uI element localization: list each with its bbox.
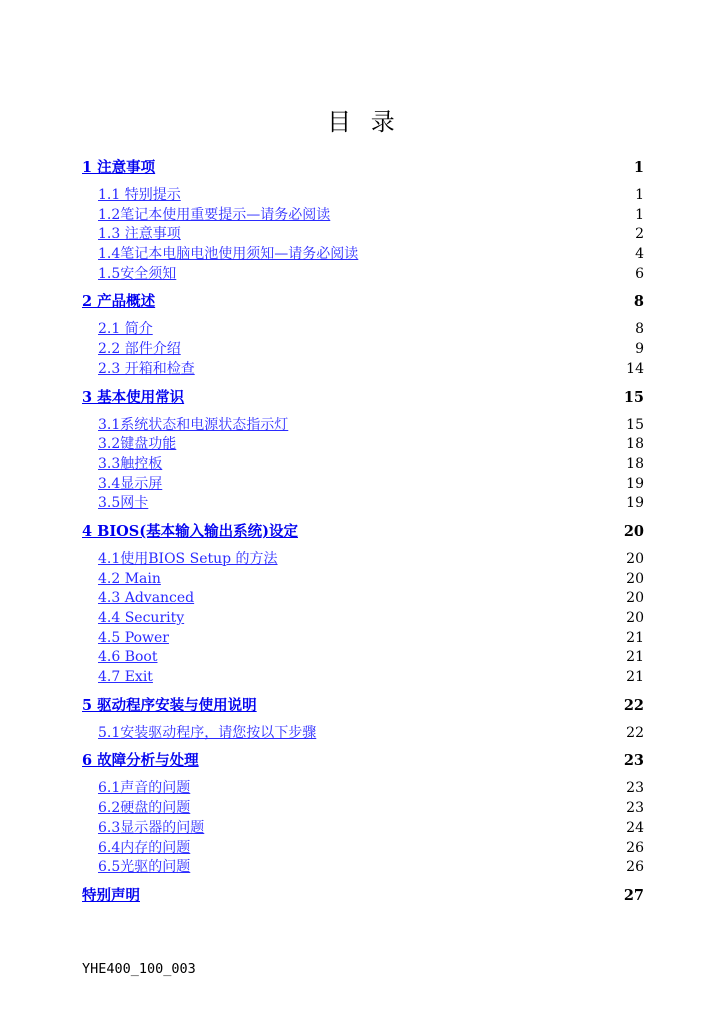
toc-page-number: 21: [626, 649, 644, 666]
toc-item-row: [82, 724, 644, 744]
toc-page-number: 15: [626, 416, 644, 433]
toc-item-link[interactable]: 4.6 Boot: [98, 649, 158, 666]
toc-page-number: 6: [635, 265, 644, 282]
toc-page-number: 18: [626, 436, 644, 453]
toc-item-row: [82, 648, 644, 668]
toc-page-number: 20: [623, 522, 644, 540]
toc-item-row: [82, 668, 644, 688]
toc-item-row: [82, 550, 644, 570]
toc-item-link[interactable]: 4.1使用BIOS Setup 的方法: [98, 550, 278, 567]
toc-item-row: [82, 455, 644, 475]
toc-item-link[interactable]: 2.1 简介: [98, 321, 153, 338]
toc-item-link[interactable]: 6.2硬盘的问题: [98, 800, 191, 817]
toc-page-number: 22: [623, 696, 644, 714]
toc-page-number: 1: [635, 206, 644, 223]
toc-item-link[interactable]: 5.1安装驱动程序，请您按以下步骤: [98, 724, 317, 741]
toc-section-row: [82, 156, 644, 180]
toc-item-link[interactable]: 3.3触控板: [98, 455, 163, 472]
table-of-contents: [82, 156, 644, 914]
toc-page-number: 21: [626, 669, 644, 686]
toc-item-row: [82, 416, 644, 436]
toc-section-link[interactable]: 2 产品概述: [82, 293, 156, 311]
toc-item-row: [82, 340, 644, 360]
toc-page-number: 22: [626, 724, 644, 741]
toc-section: [82, 386, 644, 520]
toc-item-row: [82, 609, 644, 629]
toc-item-row: [82, 206, 644, 226]
toc-section-row: [82, 386, 644, 410]
toc-item-link[interactable]: 1.3 注意事项: [98, 226, 181, 243]
page-title: 目 录: [327, 108, 401, 136]
toc-item-link[interactable]: 4.2 Main: [98, 570, 161, 587]
toc-item-link[interactable]: 6.4内存的问题: [98, 839, 191, 856]
toc-page-number: 27: [623, 886, 644, 904]
toc-section: [82, 520, 644, 694]
toc-item-row: [82, 589, 644, 609]
toc-page-number: 14: [626, 360, 644, 377]
toc-page-number: 8: [635, 321, 644, 338]
toc-page-number: 20: [626, 550, 644, 567]
toc-item-link[interactable]: 1.1 特别提示: [98, 187, 181, 203]
toc-page-number: 20: [626, 570, 644, 587]
toc-section-row: [82, 520, 644, 544]
toc-item-row: [82, 494, 644, 514]
toc-section: [82, 884, 644, 914]
toc-item-row: [82, 570, 644, 590]
toc-item-link[interactable]: 3.5网卡: [98, 495, 149, 512]
toc-item-row: [82, 435, 644, 455]
toc-item-row: [82, 360, 644, 380]
document-code: YHE400_100_003: [82, 961, 196, 977]
toc-item-link[interactable]: 3.1系统状态和电源状态指示灯: [98, 416, 289, 433]
toc-page-number: 19: [626, 475, 644, 492]
toc-page-number: 23: [623, 752, 644, 770]
toc-item-row: [82, 245, 644, 265]
toc-item-link[interactable]: 4.4 Security: [98, 610, 185, 626]
toc-item-row: [82, 475, 644, 495]
toc-item-link[interactable]: 2.2 部件介绍: [98, 341, 181, 358]
toc-item-row: [82, 779, 644, 799]
toc-page-number: 20: [626, 610, 644, 626]
toc-section: [82, 156, 644, 290]
toc-item-link[interactable]: 2.3 开箱和检查: [98, 360, 195, 377]
toc-item-link[interactable]: 3.2键盘功能: [98, 436, 177, 453]
toc-item-row: [82, 858, 644, 878]
toc-section-row: [82, 884, 644, 908]
toc-page-number: 24: [626, 819, 644, 836]
toc-page-number: 23: [626, 780, 644, 797]
toc-page-number: 20: [626, 590, 644, 607]
toc-item-row: [82, 265, 644, 285]
toc-section: [82, 694, 644, 750]
toc-page-number: 26: [626, 839, 644, 856]
toc-item-row: [82, 320, 644, 340]
toc-item-row: [82, 629, 644, 649]
toc-item-link[interactable]: 4.7 Exit: [98, 669, 153, 686]
toc-item-link[interactable]: 6.1声音的问题: [98, 780, 191, 797]
toc-section: [82, 749, 644, 883]
toc-section-row: [82, 749, 644, 773]
toc-section-link[interactable]: 5 驱动程序安装与使用说明: [82, 696, 257, 714]
toc-page-number: 18: [626, 455, 644, 472]
toc-item-link[interactable]: 4.3 Advanced: [98, 590, 195, 607]
toc-section-link[interactable]: 1 注意事项: [82, 159, 156, 176]
toc-page-number: 15: [623, 388, 644, 406]
toc-item-row: [82, 225, 644, 245]
toc-section-link[interactable]: 4 BIOS(基本输入输出系统)设定: [82, 522, 298, 540]
toc-page-number: 8: [633, 293, 644, 311]
toc-item-link[interactable]: 6.5光驱的问题: [98, 859, 191, 876]
toc-item-link[interactable]: 3.4显示屏: [98, 475, 163, 492]
toc-page-number: 21: [626, 629, 644, 646]
toc-section-row: [82, 290, 644, 314]
toc-section: [82, 290, 644, 385]
toc-section-link[interactable]: 特别声明: [82, 886, 140, 904]
toc-item-row: [82, 186, 644, 206]
toc-item-link[interactable]: 1.2笔记本使用重要提示—请务必阅读: [98, 206, 331, 223]
toc-item-link[interactable]: 1.5安全须知: [98, 265, 177, 282]
toc-item-link[interactable]: 6.3显示器的问题: [98, 819, 205, 836]
toc-section-row: [82, 694, 644, 718]
toc-page-number: 26: [626, 859, 644, 876]
toc-section-link[interactable]: 6 故障分析与处理: [82, 752, 199, 770]
toc-item-row: [82, 839, 644, 859]
toc-section-link[interactable]: 3 基本使用常识: [82, 388, 185, 406]
toc-item-row: [82, 799, 644, 819]
toc-page-number: 9: [635, 341, 644, 358]
toc-page-number: 2: [635, 226, 644, 243]
toc-page-number: 23: [626, 800, 644, 817]
toc-item-link[interactable]: 1.4笔记本电脑电池使用须知—请务必阅读: [98, 246, 359, 263]
toc-page-number: 1: [635, 187, 644, 203]
toc-page-number: 19: [626, 495, 644, 512]
toc-item-link[interactable]: 4.5 Power: [98, 629, 169, 646]
toc-page-number: 4: [635, 246, 644, 263]
toc-page-number: 1: [633, 159, 644, 176]
toc-item-row: [82, 819, 644, 839]
